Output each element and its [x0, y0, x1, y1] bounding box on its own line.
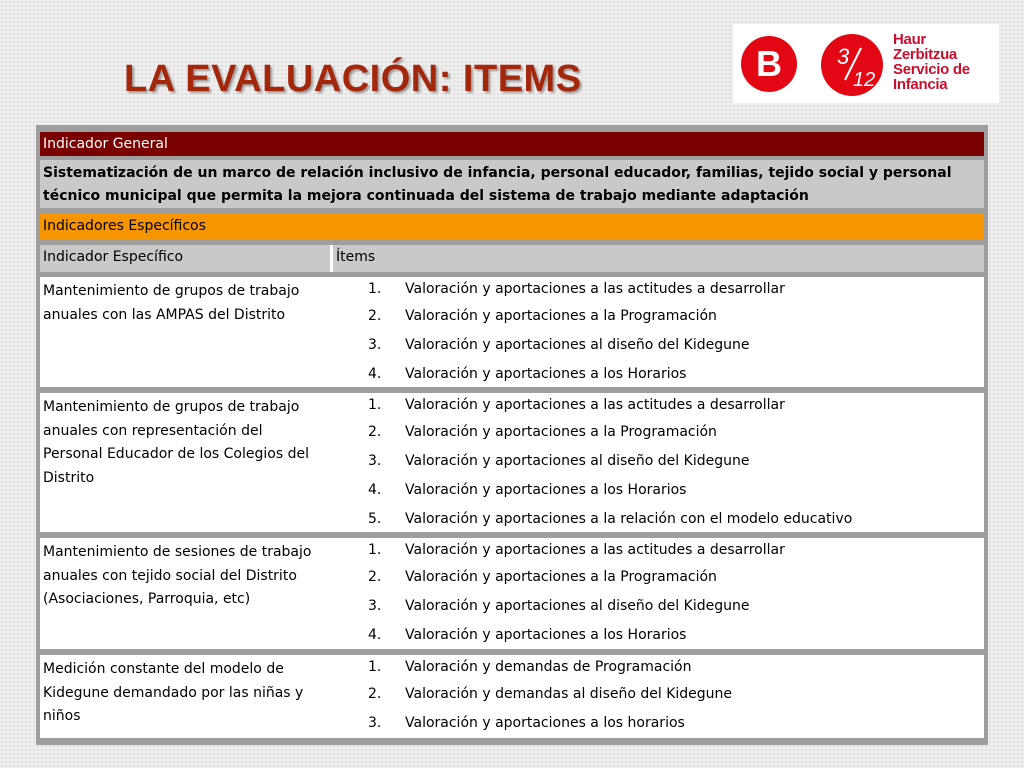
column-header-items: Ítems	[336, 249, 376, 265]
item-number: 1.	[368, 659, 382, 675]
item-number: 1.	[368, 281, 382, 297]
item-number: 2.	[368, 569, 382, 585]
logo-line-3: Servicio de	[893, 61, 970, 78]
item-text: Valoración y aportaciones a la Programación	[405, 424, 717, 440]
indicator-line: anuales con representación del	[43, 422, 263, 439]
item-number: 1.	[368, 542, 382, 558]
table-row	[40, 655, 984, 738]
svg-text:12: 12	[853, 69, 876, 91]
item-text: Valoración y aportaciones a la Programación	[405, 569, 717, 585]
indicator-line: anuales con las AMPAS del Distrito	[43, 306, 286, 323]
general-indicator-text: Sistematización de un marco de relación inclusivo de infancia, personal educador, familias, tejido social y personal técnico municipal que permita la mejora continuada del sistema de trabajo mediante adaptación	[40, 160, 984, 208]
indicator-line: (Asociaciones, Parroquia, etc)	[43, 591, 251, 607]
column-header-indicator: Indicador Específico	[43, 249, 184, 265]
indicator-line: Kidegune demandado por las niñas y	[43, 684, 304, 701]
indicator-cell	[43, 541, 343, 612]
item-text: Valoración y aportaciones a los Horarios	[405, 482, 687, 498]
indicator-line: niños	[43, 708, 81, 724]
table-row	[40, 277, 984, 387]
item-text: Valoración y aportaciones al diseño del Kidegune	[405, 453, 750, 469]
indicator-cell	[43, 280, 343, 327]
logo-banner	[733, 24, 999, 103]
indicator-line: Personal Educador de los Colegios del	[43, 446, 309, 462]
item-number: 2.	[368, 308, 382, 324]
item-number: 5.	[368, 511, 382, 527]
312-badge-logo-icon	[819, 32, 885, 98]
item-text: Valoración y aportaciones al diseño del Kidegune	[405, 337, 750, 353]
table-row	[40, 393, 984, 532]
slide-title: LA EVALUACIÓN: ITEMS	[124, 58, 582, 100]
item-text: Valoración y aportaciones a los horarios	[405, 715, 685, 731]
column-header-row	[40, 245, 984, 272]
item-number: 3.	[368, 337, 382, 353]
indicator-cell	[43, 658, 343, 729]
specific-indicators-header: Indicadores Específicos	[40, 213, 984, 240]
logo-wordmark	[893, 32, 970, 92]
item-number: 3.	[368, 453, 382, 469]
item-text: Valoración y aportaciones al diseño del Kidegune	[405, 598, 750, 614]
indicator-line: anuales con tejido social del Distrito	[43, 567, 297, 584]
item-text: Valoración y aportaciones a los Horarios	[405, 366, 687, 382]
column-divider	[330, 245, 333, 272]
item-number: 1.	[368, 397, 382, 413]
item-number: 3.	[368, 598, 382, 614]
item-number: 2.	[368, 686, 382, 702]
item-text: Valoración y aportaciones a la Programación	[405, 308, 717, 324]
item-number: 3.	[368, 715, 382, 731]
item-text: Valoración y aportaciones a las actitudes a desarrollar	[405, 542, 785, 558]
evaluation-table	[36, 125, 988, 745]
table-row	[40, 538, 984, 649]
item-number: 2.	[368, 424, 382, 440]
item-text: Valoración y aportaciones a los Horarios	[405, 627, 687, 643]
logo-line-1: Haur	[893, 31, 926, 48]
svg-text:3: 3	[837, 44, 850, 69]
indicator-line: Mantenimiento de grupos de trabajo	[43, 283, 300, 299]
indicator-cell	[43, 396, 343, 490]
logo-line-2: Zerbitzua	[893, 46, 957, 63]
item-number: 4.	[368, 482, 382, 498]
indicator-line: Mantenimiento de sesiones de trabajo	[43, 544, 312, 560]
indicator-line: Mantenimiento de grupos de trabajo	[43, 399, 300, 415]
indicator-line: Medición constante del modelo de	[43, 661, 284, 677]
item-text: Valoración y demandas al diseño del Kidegune	[405, 686, 733, 702]
b-logo-icon: B	[741, 36, 797, 92]
general-indicator-header: Indicador General	[40, 132, 984, 156]
item-number: 4.	[368, 627, 382, 643]
item-text: Valoración y demandas de Programación	[405, 659, 692, 675]
item-number: 4.	[368, 366, 382, 382]
item-text: Valoración y aportaciones a las actitudes a desarrollar	[405, 281, 785, 297]
item-text: Valoración y aportaciones a la relación con el modelo educativo	[405, 511, 853, 527]
logo-line-4: Infancia	[893, 76, 948, 93]
item-text: Valoración y aportaciones a las actitudes a desarrollar	[405, 397, 785, 413]
indicator-line: Distrito	[43, 469, 95, 486]
